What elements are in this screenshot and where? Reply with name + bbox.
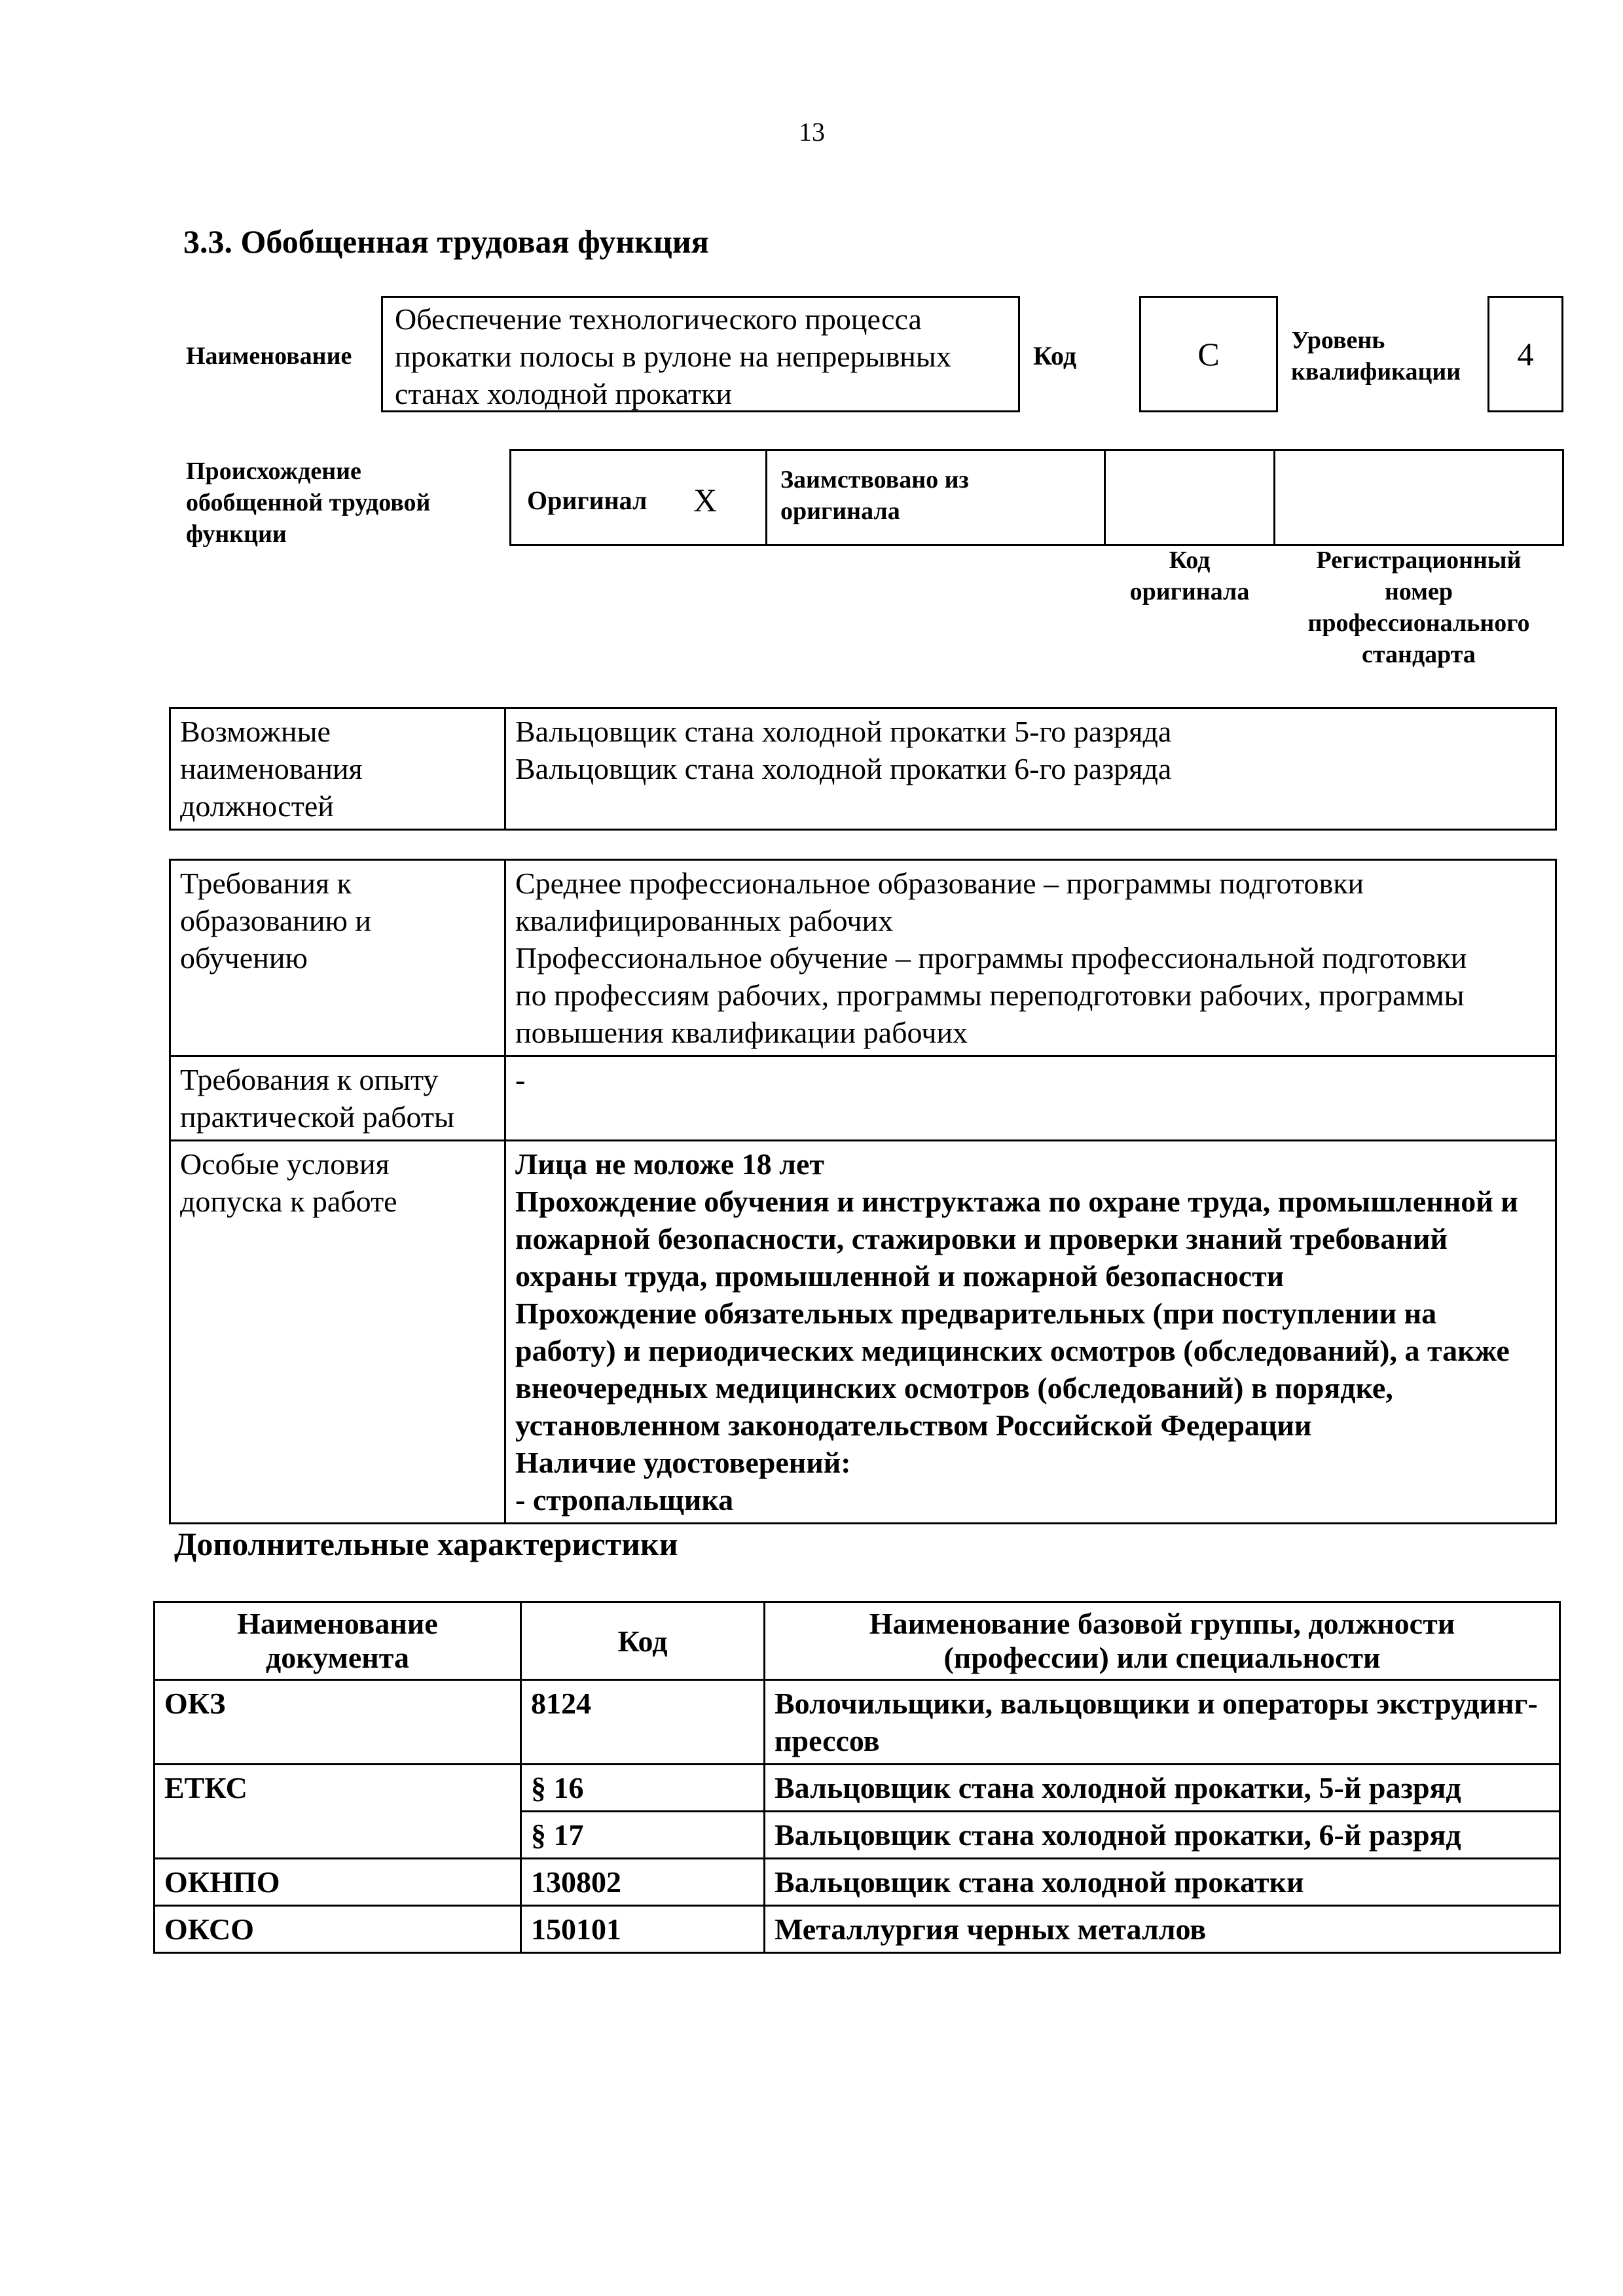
name-value-line: Обеспечение технологического процесса xyxy=(395,302,922,336)
requirement-line: - стропальщика xyxy=(515,1483,734,1516)
label-line: допуска к работе xyxy=(180,1185,397,1218)
reg-number-caption xyxy=(1273,545,1564,670)
name-label: Наименование xyxy=(186,342,352,370)
requirement-value xyxy=(505,1141,1556,1524)
requirement-line: Прохождение обязательных предварительных (при поступлении на xyxy=(515,1297,1437,1330)
requirement-line: пожарной безопасности, стажировки и проверки знаний требований xyxy=(515,1222,1448,1255)
code-original-caption xyxy=(1104,545,1275,607)
caption-line: номер xyxy=(1384,578,1453,605)
name-value-box xyxy=(381,296,1020,412)
origin-label-line: функции xyxy=(186,520,287,548)
requirement-line: - xyxy=(515,1063,526,1096)
row-name xyxy=(765,1680,1560,1765)
header-name xyxy=(765,1602,1560,1680)
positions-table xyxy=(169,707,1557,831)
page-number: 13 xyxy=(799,117,825,147)
additional-table xyxy=(153,1601,1561,1954)
name-value-line: прокатки полосы в рулоне на непрерывных xyxy=(395,340,951,373)
label-line: Требования к xyxy=(180,867,352,900)
label-line: Возможные xyxy=(180,715,331,748)
requirement-line: по профессиям рабочих, программы переподготовки рабочих, программы xyxy=(515,978,1465,1012)
table-row xyxy=(170,1056,1556,1141)
label-line: обучению xyxy=(180,941,308,975)
level-label-line: квалификации xyxy=(1291,358,1461,386)
row-code: 130802 xyxy=(521,1859,765,1906)
requirement-label xyxy=(170,1056,505,1141)
position-line: Вальцовщик стана холодной прокатки 6-го разряда xyxy=(515,752,1172,785)
origin-label-line: обобщенной трудовой xyxy=(186,489,431,516)
requirement-line: Лица не моложе 18 лет xyxy=(515,1147,824,1181)
additional-title: Дополнительные характеристики xyxy=(174,1526,678,1562)
table-row xyxy=(170,860,1556,1056)
label-line: Требования к опыту xyxy=(180,1063,439,1096)
header-doc xyxy=(155,1602,521,1680)
label-line: должностей xyxy=(180,789,334,823)
positions-label xyxy=(170,708,505,830)
label-line: Особые условия xyxy=(180,1147,390,1181)
header-line: Наименование xyxy=(237,1607,438,1640)
caption-line: Код xyxy=(1169,547,1211,574)
requirement-line: Наличие удостоверений: xyxy=(515,1446,851,1479)
level-value: 4 xyxy=(1487,296,1563,412)
header-line: Наименование базовой группы, должности xyxy=(869,1607,1455,1640)
borrowed-label-line: оригинала xyxy=(780,497,900,525)
requirement-line: Прохождение обучения и инструктажа по охране труда, промышленной и xyxy=(515,1185,1518,1218)
row-name: Вальцовщик стана холодной прокатки xyxy=(765,1859,1560,1906)
table-row xyxy=(155,1859,1560,1906)
requirements-table xyxy=(169,859,1557,1524)
level-label-line: Уровень xyxy=(1291,327,1385,354)
requirement-value xyxy=(505,860,1556,1056)
label-line: наименования xyxy=(180,752,363,785)
caption-line: стандарта xyxy=(1362,641,1476,668)
requirement-line: Профессиональное обучение – программы профессиональной подготовки xyxy=(515,941,1467,975)
table-header-row xyxy=(155,1602,1560,1680)
name-value xyxy=(395,300,951,412)
requirement-line: Среднее профессиональное образование – программы подготовки xyxy=(515,867,1364,900)
row-name: Вальцовщик стана холодной прокатки, 6-й разряд xyxy=(765,1812,1560,1859)
code-original-cell xyxy=(1104,449,1275,546)
requirement-value xyxy=(505,1056,1556,1141)
requirement-line: установленном законодательством Российской Федерации xyxy=(515,1408,1312,1442)
row-name: Вальцовщик стана холодной прокатки, 5-й разряд xyxy=(765,1765,1560,1812)
original-label: Оригинал xyxy=(527,486,647,515)
origin-label xyxy=(186,456,430,550)
level-label xyxy=(1291,325,1461,387)
requirement-line: внеочередных медицинских осмотров (обследований) в порядке, xyxy=(515,1371,1393,1405)
label-line: образованию и xyxy=(180,904,371,937)
header-code: Код xyxy=(521,1602,765,1680)
original-mark: X xyxy=(693,482,718,518)
borrowed-label xyxy=(780,464,969,527)
row-name: Металлургия черных металлов xyxy=(765,1906,1560,1953)
borrowed-label-line: Заимствовано из xyxy=(780,466,969,493)
row-doc: ОКЗ xyxy=(155,1680,521,1765)
requirement-label xyxy=(170,860,505,1056)
header-line: документа xyxy=(266,1641,409,1674)
caption-line: Регистрационный xyxy=(1316,547,1522,574)
name-value-line: станах холодной прокатки xyxy=(395,377,733,410)
origin-label-line: Происхождение xyxy=(186,457,361,485)
position-line: Вальцовщик стана холодной прокатки 5-го разряда xyxy=(515,715,1172,748)
table-row xyxy=(155,1680,1560,1765)
table-row xyxy=(170,708,1556,830)
row-name-line: Волочильщики, вальцовщики и операторы экструдинг- xyxy=(775,1687,1538,1720)
row-doc: ОКСО xyxy=(155,1906,521,1953)
positions-values xyxy=(505,708,1556,830)
row-code: 8124 xyxy=(521,1680,765,1765)
table-row xyxy=(170,1141,1556,1524)
requirement-line: квалифицированных рабочих xyxy=(515,904,894,937)
row-doc: ЕТКС xyxy=(155,1765,521,1859)
section-title: 3.3. Обобщенная трудовая функция xyxy=(183,223,709,260)
code-label: Код xyxy=(1033,341,1077,370)
code-value: C xyxy=(1139,296,1278,412)
borrowed-cell xyxy=(765,449,1106,546)
header-line: (профессии) или специальности xyxy=(943,1641,1381,1674)
caption-line: профессионального xyxy=(1307,609,1530,637)
row-name-line: прессов xyxy=(775,1724,880,1757)
requirement-line: охраны труда, промышленной и пожарной безопасности xyxy=(515,1259,1285,1293)
original-cell xyxy=(509,449,767,546)
caption-line: оригинала xyxy=(1129,578,1250,605)
row-code: 150101 xyxy=(521,1906,765,1953)
label-line: практической работы xyxy=(180,1100,454,1134)
requirement-line: работу) и периодических медицинских осмотров (обследований), а также xyxy=(515,1334,1510,1367)
table-row xyxy=(155,1765,1560,1812)
requirement-label xyxy=(170,1141,505,1524)
row-code: § 16 xyxy=(521,1765,765,1812)
reg-number-cell xyxy=(1273,449,1564,546)
row-doc: ОКНПО xyxy=(155,1859,521,1906)
row-code: § 17 xyxy=(521,1812,765,1859)
table-row xyxy=(155,1906,1560,1953)
requirement-line: повышения квалификации рабочих xyxy=(515,1016,968,1049)
